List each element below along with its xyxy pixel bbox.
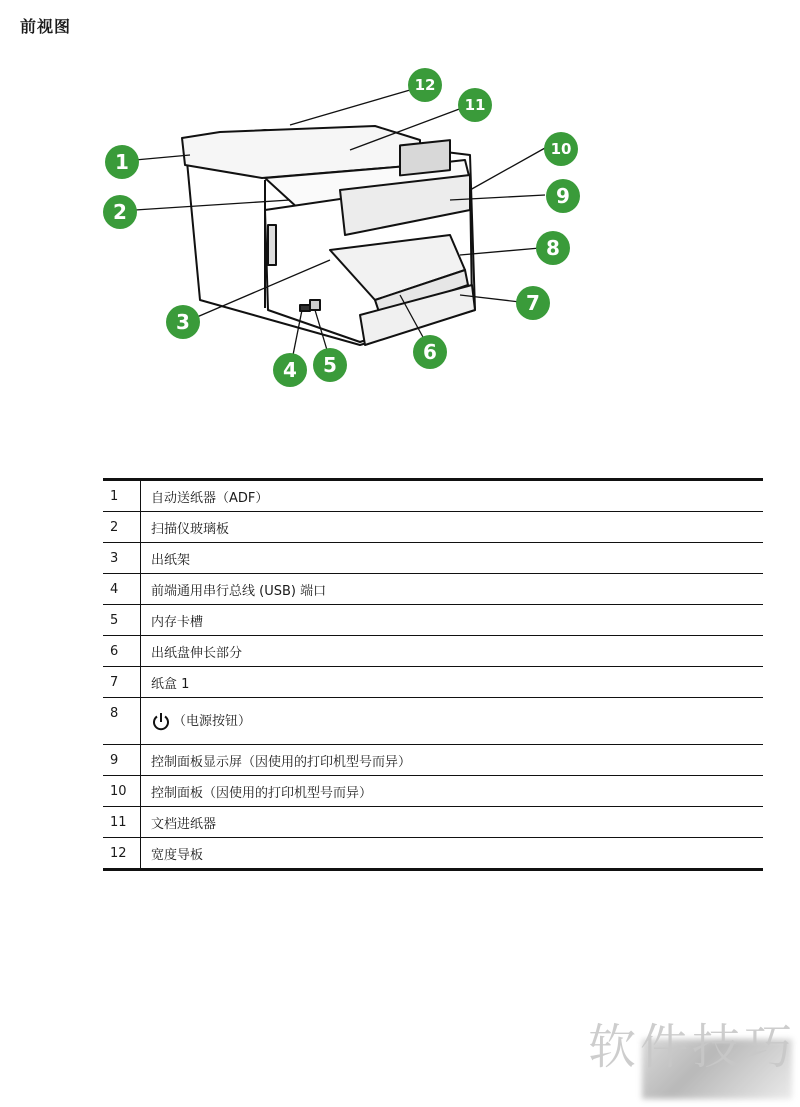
table-row <box>103 480 763 512</box>
svg-text:12: 12 <box>414 76 436 94</box>
table-row <box>103 636 763 667</box>
part-number: 11 <box>103 807 141 838</box>
part-number: 10 <box>103 776 141 807</box>
table-row <box>103 776 763 807</box>
callout-2 <box>103 195 137 229</box>
power-icon <box>151 712 171 732</box>
table-row <box>103 698 763 745</box>
page-title: 前视图 <box>20 17 72 36</box>
svg-text:9: 9 <box>556 184 570 208</box>
part-number: 8 <box>103 698 141 745</box>
part-number: 3 <box>103 543 141 574</box>
part-number: 1 <box>103 480 141 512</box>
part-number: 4 <box>103 574 141 605</box>
svg-text:6: 6 <box>423 340 437 364</box>
part-label: 控制面板显示屏（因使用的打印机型号而异） <box>141 745 764 776</box>
svg-text:11: 11 <box>464 96 486 114</box>
table-row <box>103 807 763 838</box>
callout-5 <box>313 348 347 382</box>
part-number: 12 <box>103 838 141 870</box>
part-label: 控制面板（因使用的打印机型号而异） <box>141 776 764 807</box>
svg-text:7: 7 <box>526 291 540 315</box>
part-label: 内存卡槽 <box>141 605 764 636</box>
callout-3 <box>166 305 200 339</box>
part-label: 文档进纸器 <box>141 807 764 838</box>
svg-text:10: 10 <box>550 140 572 158</box>
callout-10 <box>544 132 578 166</box>
table-row <box>103 605 763 636</box>
part-number: 2 <box>103 512 141 543</box>
part-label: 宽度导板 <box>151 847 204 863</box>
part-number: 6 <box>103 636 141 667</box>
table-row <box>103 838 763 870</box>
table-row <box>103 574 763 605</box>
svg-text:3: 3 <box>176 310 190 334</box>
svg-text:2: 2 <box>113 200 127 224</box>
printer-front-view-figure <box>90 60 610 400</box>
callout-4 <box>273 353 307 387</box>
parts-table <box>103 478 763 871</box>
svg-text:4: 4 <box>283 358 297 382</box>
part-label-cell <box>141 698 764 745</box>
part-number: 5 <box>103 605 141 636</box>
table-row <box>103 512 763 543</box>
part-label: 出纸盘伸长部分 <box>141 636 764 667</box>
callout-1 <box>105 145 139 179</box>
printer-illustration <box>182 126 475 345</box>
table-row <box>103 745 763 776</box>
svg-text:1: 1 <box>115 150 129 174</box>
part-number: 9 <box>103 745 141 776</box>
part-label: （电源按钮） <box>173 714 252 730</box>
svg-text:8: 8 <box>546 236 560 260</box>
part-label: 自动送纸器（ADF） <box>141 480 764 512</box>
part-label: 出纸架 <box>141 543 764 574</box>
part-label: 前端通用串行总线 (USB) 端口 <box>141 574 764 605</box>
watermark-text: 软件技巧 <box>587 1019 796 1075</box>
callout-12 <box>408 68 442 102</box>
callout-7 <box>516 286 550 320</box>
part-label: 扫描仪玻璃板 <box>141 512 764 543</box>
callout-11 <box>458 88 492 122</box>
part-number: 7 <box>103 667 141 698</box>
table-row <box>103 667 763 698</box>
callout-8 <box>536 231 570 265</box>
callout-6 <box>413 335 447 369</box>
callout-9 <box>546 179 580 213</box>
svg-text:5: 5 <box>323 353 337 377</box>
table-row <box>103 543 763 574</box>
part-label: 纸盒 1 <box>141 667 764 698</box>
